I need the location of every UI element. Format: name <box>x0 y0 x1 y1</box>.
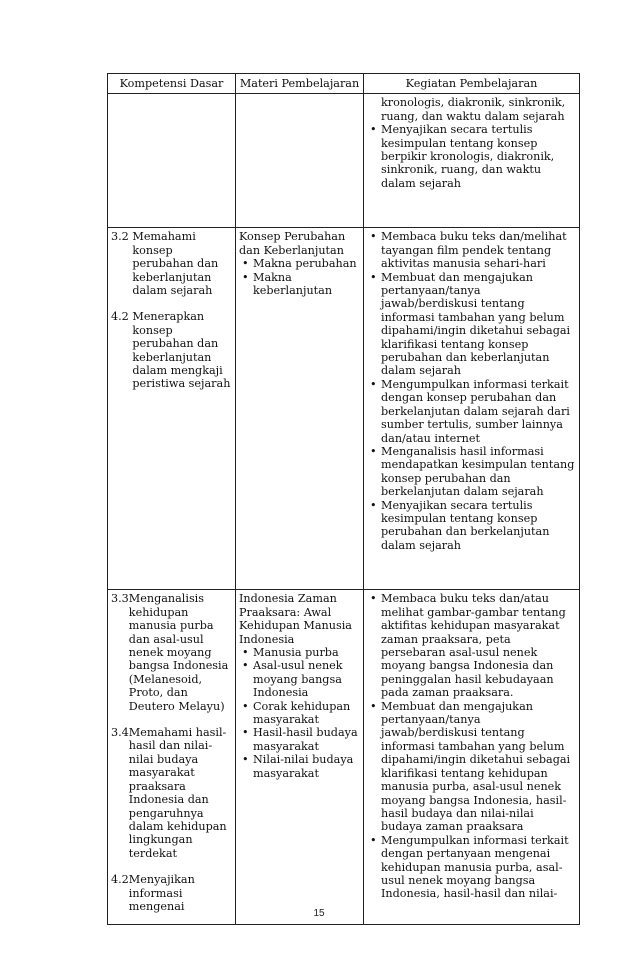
kd-number: 4.2 <box>111 310 133 324</box>
kd-cell <box>108 228 236 590</box>
table-row <box>108 590 580 925</box>
kd-number: 3.3 <box>111 592 129 606</box>
kd-number: 3.4 <box>111 726 129 740</box>
materi-cell <box>236 228 364 590</box>
materi-item: • Nilai-nilai budaya masyarakat <box>253 753 360 780</box>
kegiatan-item: • Menyajikan secara tertulis kesimpulan tentang konsep berpikir kronologis, diakronik, sinkronik, ruang, dan waktu dalam sejarah <box>381 123 576 190</box>
kd-number: 4.2 <box>111 873 129 887</box>
table-row <box>108 228 580 590</box>
kegiatan-cell <box>364 94 580 228</box>
curriculum-table <box>107 73 580 925</box>
kegiatan-item: • Mengumpulkan informasi terkait dengan pertanyaan mengenai kehidupan manusia purba, asal-usul nenek moyang bangsa Indonesia, hasil-hasil dan nilai- <box>381 834 576 901</box>
kegiatan-item: • Mengumpulkan informasi terkait dengan konsep perubahan dan berkelanjutan dalam sejarah dari sumber tertulis, sumber lainnya dan/atau internet <box>381 378 576 445</box>
materi-item: • Makna perubahan <box>253 257 360 270</box>
kegiatan-item: • Membuat dan mengajukan pertanyaan/tanya jawab/berdiskusi tentang informasi tambahan yang belum dipahami/ingin diketahui sebagai klarifikasi tentang kehidupan manusia purba, asal-usul nenek moyang bangsa Indonesia, hasil-hasil budaya dan nilai-nilai budaya zaman praaksara <box>381 700 576 834</box>
materi-item: • Hasil-hasil budaya masyarakat <box>253 726 360 753</box>
kegiatan-item: • Menyajikan secara tertulis kesimpulan tentang konsep perubahan dan berkelanjutan dalam sejarah <box>381 499 576 553</box>
materi-item: • Makna keberlanjutan <box>253 271 360 298</box>
kd-text: Memahami hasil-hasil dan nilai-nilai budaya masyarakat praaksara Indonesia dan pengaruhnya dalam kehidupan lingkungan terdekat <box>128 726 227 860</box>
kegiatan-item: • Membuat dan mengajukan pertanyaan/tanya jawab/berdiskusi tentang informasi tambahan yang belum dipahami/ingin diketahui sebagai klarifikasi tentang konsep perubahan dan keberlanjutan dalam sejarah <box>381 271 576 378</box>
kd-text: Menerapkan konsep perubahan dan keberlanjutan dalam mengkaji peristiwa sejarah <box>132 310 231 391</box>
kd-number: 3.2 <box>111 230 133 244</box>
materi-title: Indonesia Zaman Praaksara: Awal Kehidupan Manusia Indonesia <box>239 592 352 646</box>
materi-item: • Manusia purba <box>253 646 360 659</box>
kd-item <box>111 310 232 390</box>
materi-item: • Corak kehidupan masyarakat <box>253 700 360 727</box>
kegiatan-cell <box>364 228 580 590</box>
kegiatan-continuation: kronologis, diakronik, sinkronik, ruang, dan waktu dalam sejarah <box>381 96 566 123</box>
materi-cell <box>236 590 364 925</box>
kd-item <box>111 592 232 713</box>
kd-item <box>111 230 232 297</box>
materi-title: Konsep Perubahan dan Keberlanjutan <box>239 230 346 257</box>
kd-text: Memahami konsep perubahan dan keberlanjutan dalam sejarah <box>132 230 219 298</box>
kd-item <box>111 726 232 860</box>
table-row <box>108 94 580 228</box>
header-materi-pembelajaran: Materi Pembelajaran <box>236 74 364 94</box>
kegiatan-item: • Membaca buku teks dan/melihat tayangan film pendek tentang aktivitas manusia sehari-hari <box>381 230 576 270</box>
header-kegiatan-pembelajaran: Kegiatan Pembelajaran <box>364 74 580 94</box>
page-number: 15 <box>313 908 325 919</box>
kegiatan-cell <box>364 590 580 925</box>
materi-cell <box>236 94 364 228</box>
kegiatan-item: • Menganalisis hasil informasi mendapatkan kesimpulan tentang konsep perubahan dan berkelanjutan dalam sejarah <box>381 445 576 499</box>
table-header-row <box>108 74 580 94</box>
materi-item: • Asal-usul nenek moyang bangsa Indonesia <box>253 659 360 699</box>
kd-text: Menyajikan informasi mengenai <box>128 873 195 913</box>
kd-text: Menganalisis kehidupan manusia purba dan asal-usul nenek moyang bangsa Indonesia (Melanesoid, Proto, dan Deutero Melayu) <box>128 592 229 713</box>
kd-cell <box>108 590 236 925</box>
kegiatan-item: • Membaca buku teks dan/atau melihat gambar-gambar tentang aktifitas kehidupan masyarakat zaman praaksara, peta persebaran asal-usul nenek moyang bangsa Indonesia dan peninggalan hasil kebudayaan pada zaman praaksara. <box>381 592 576 699</box>
header-kompetensi-dasar: Kompetensi Dasar <box>108 74 236 94</box>
kd-cell <box>108 94 236 228</box>
